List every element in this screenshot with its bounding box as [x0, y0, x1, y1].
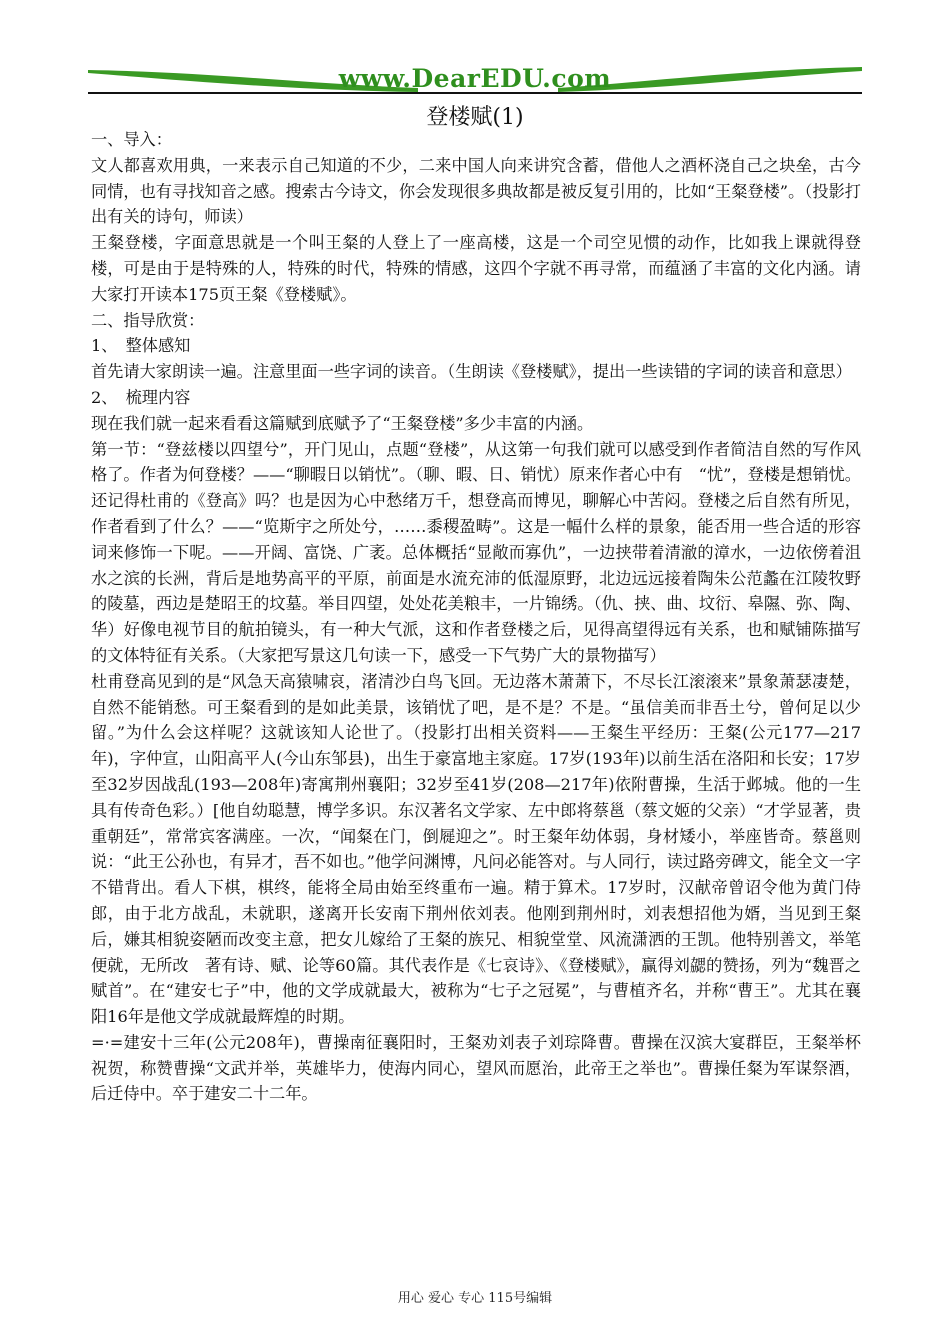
paragraph: 一、导入：: [91, 130, 172, 149]
paragraph: 文人都喜欢用典，一来表示自己知道的不少，二来中国人向来讲究含蓄，借他人之酒杯浇自己之块垒，古今同情，也有寻找知音之感。搜索古今诗文，你会发现很多典故都是被反复引用的，比如“王粲登楼”。（投影打出有关的诗句，师读）: [91, 155, 861, 227]
paragraph: =·=建安十三年(公元208年)，曹操南征襄阳时，王粲劝刘表子刘琮降曹。曹操在汉滨大宴群臣，王粲举杯祝贺，称赞曹操“文武并举，英雄毕力，使海内同心，望风而愿治，此帝王之举也”。曹操任粲为军谋祭酒，后迁侍中。卒于建安二十二年。: [91, 1032, 861, 1104]
paragraph: 二、指导欣赏：: [91, 310, 205, 330]
paragraph: 王粲登楼，字面意思就是一个叫王粲的人登上了一座高楼，这是一个司空见惯的动作，比如我上课就得登楼，可是由于是特殊的人，特殊的时代，特殊的情感，这四个字就不再寻常，而蕴涵了丰富的文化内涵。请大家打开读本175页王粲《登楼赋》。: [91, 233, 861, 304]
page-footer: 用心 爱心 专心 115号编辑: [397, 1291, 553, 1306]
paragraph: 2、 梳理内容: [91, 387, 191, 407]
paragraph: 1、 整体感知: [91, 336, 191, 356]
site-logo-text: www.DearEDU.com: [338, 64, 612, 93]
paragraph: 现在我们就一起来看看这篇赋到底赋予了“王粲登楼”多少丰富的内涵。: [91, 413, 594, 433]
site-banner: [88, 62, 862, 96]
paragraph: 第一节：“登兹楼以四望兮”，开门见山，点题“登楼”，从这第一句我们就可以感受到作者简洁自然的写作风格了。作者为何登楼？——“聊暇日以销忧”。（聊、暇、日、销忧）原来作者心中有 “忧”，登楼是想销忧。还记得杜甫的《登高》吗？也是因为心中愁绪万千，想登高而博见，聊解心中苦闷。登楼之后自然有所见，作者看到了什么？——“览斯宇之所处兮，……黍稷盈畴”。这是一幅什么样的景象，能否用一些合适的形容词来修饰一下呢。——开阔、富饶、广袤。总体概括“显敞而寡仇”，一边挟带着清澈的漳水，一边依傍着沮水之滨的长洲，背后是地势高平的平原，前面是水流充沛的低湿原野，北边远远接着陶朱公范蠡在江陵牧野的陵墓，西边是楚昭王的坟墓。举目四望，处处花美粮丰，一片锦绣。（仇、挟、曲、坟衍、皋隰、弥、陶、华）好像电视节目的航拍镜头，有一种大气派，这和作者登楼之后，见得高望得远有关系，也和赋铺陈描写的文体特征有关系。（大家把写景这几句读一下，感受一下气势广大的景物描写）: [91, 439, 861, 665]
document-title: 登楼赋(1): [426, 105, 524, 130]
document-body: [91, 127, 861, 1107]
paragraph: 杜甫登高见到的是“风急天高猿啸哀，渚清沙白鸟飞回。无边落木萧萧下，不尽长江滚滚来”景象萧瑟凄楚，自然不能销愁。可王粲看到的是如此美景，该销忧了吧，是不是？不是。“虽信美而非吾土兮，曾何足以少留。”为什么会这样呢？这就该知人论世了。（投影打出相关资料——王粲生平经历：王粲(公元177—217年)，字仲宣，山阳高平人(今山东邹县)，出生于豪富地主家庭。17岁(193年)以前生活在洛阳和长安；17岁至32岁因战乱(193—208年)寄寓荆州襄阳；32岁至41岁(208—217年)依附曹操，生活于邺城。他的一生具有传奇色彩。）[他自幼聪慧，博学多识。东汉著名文学家、左中郎将蔡邕（蔡文姬的父亲）“才学显著，贵重朝廷”，常常宾客满座。一次，“闻粲在门，倒屣迎之”。时王粲年幼体弱，身材矮小，举座皆奇。蔡邕则说：“此王公孙也，有异才，吾不如也。”他学问渊博，凡问必能答对。与人同行，读过路旁碑文，能全文一字不错背出。看人下棋，棋终，能将全局由始至终重布一遍。精于算术。17岁时，汉献帝曾诏令他为黄门侍郎，由于北方战乱，未就职，遂离开长安南下荆州依刘表。他刚到荆州时，刘表想招他为婿，当见到王粲后，嫌其相貌姿陋而改变主意，把女儿嫁给了王粲的族兄、相貌堂堂、风流潇洒的王凯。他特别善文，举笔便就，无所改 著有诗、赋、论等60篇。其代表作是《七哀诗》、《登楼赋》，赢得刘勰的赞扬，列为“魏晋之赋首”。在“建安七子”中，他的文学成就最大，被称为“七子之冠冕”，与曹植齐名，并称“曹王”。尤其在襄阳16年是他文学成就最辉煌的时期。: [91, 671, 861, 1027]
paragraph: 首先请大家朗读一遍。注意里面一些字词的读音。（生朗读《登楼赋》，提出一些读错的字词的读音和意思）: [91, 362, 852, 382]
